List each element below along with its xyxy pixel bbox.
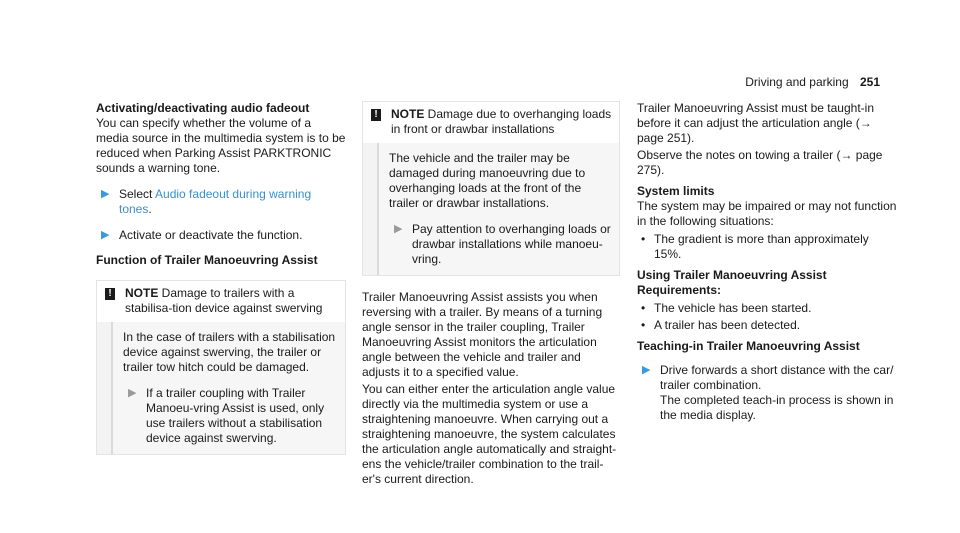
arrow-right-icon: ▶ bbox=[101, 188, 110, 200]
step-text: Activate or deactivate the function. bbox=[119, 228, 303, 242]
paragraph: Observe the notes on towing a trailer (→ page 275). bbox=[637, 148, 883, 177]
paragraph: You can either enter the articulation angle value directly via the multimedia system or use a straightening manoeuvre. When carrying out a straightening manoeuvre, the system calculates the articulation angle automatically and straight-ens the vehicle/trailer combination to the trail-er's current direction. bbox=[362, 382, 617, 486]
bullet-dot: • bbox=[641, 232, 646, 246]
paragraph: Trailer Manoeuvring Assist must be taught-in before it can adjust the articulation angle (→ page 251). bbox=[637, 101, 874, 145]
instruction-step bbox=[96, 187, 346, 217]
note-title-text: Damage to trailers with a stabilisa-tion device against swerving bbox=[125, 286, 323, 315]
paragraph: The system may be impaired or may not function in the following situations: bbox=[637, 199, 897, 228]
note-heading bbox=[391, 107, 613, 137]
note-box bbox=[96, 280, 346, 455]
warning-icon: ! bbox=[371, 109, 381, 121]
paragraph: You can specify whether the volume of a media source in the multimedia system is to be reduced when Parking Assist PARKTRONIC sounds a warning tone. bbox=[96, 116, 346, 175]
list-item bbox=[637, 232, 899, 262]
note-body bbox=[111, 322, 345, 454]
menu-link[interactable]: Audio fadeout during warning tones bbox=[119, 187, 312, 216]
bullet-dot: • bbox=[641, 318, 646, 332]
step-result: The completed teach-in process is shown in the media display. bbox=[660, 393, 894, 422]
step-text: If a trailer coupling with Trailer Manoeu-vring Assist is used, only use trailers without a stabilisation device against swerving. bbox=[146, 386, 325, 445]
instruction-step bbox=[123, 386, 337, 446]
list-item-text: The vehicle has been started. bbox=[654, 301, 812, 315]
note-box bbox=[362, 101, 620, 276]
heading-teaching-in: Teaching-in Trailer Manoeuvring Assist bbox=[637, 339, 860, 353]
page-header bbox=[745, 75, 880, 90]
column-2 bbox=[362, 101, 620, 487]
note-header bbox=[363, 102, 619, 143]
note-text: In the case of trailers with a stabilisation device against swerving, the trailer or trailer tow hitch could be damaged. bbox=[123, 330, 336, 374]
page-number: 251 bbox=[859, 75, 880, 89]
note-text: The vehicle and the trailer may be damaged during manoeuvring due to overhanging loads at the front of the trailer or drawbar installations. bbox=[389, 151, 586, 210]
bullet-list bbox=[637, 232, 899, 262]
note-heading bbox=[125, 286, 339, 316]
list-item bbox=[637, 301, 899, 316]
column-3 bbox=[637, 101, 899, 423]
instruction-step bbox=[637, 363, 899, 423]
heading-function: Function of Trailer Manoeuvring Assist bbox=[96, 253, 318, 267]
step-text: Pay attention to overhanging loads or drawbar installations while manoeu-vring. bbox=[412, 222, 611, 266]
note-title: NOTE bbox=[125, 286, 159, 300]
arrow-right-icon: ▶ bbox=[101, 229, 110, 241]
heading-audio-fadeout: Activating/deactivating audio fadeout bbox=[96, 101, 310, 115]
bullet-list bbox=[637, 301, 899, 333]
bullet-dot: • bbox=[641, 301, 646, 315]
section-title: Driving and parking bbox=[745, 75, 849, 89]
list-item bbox=[637, 318, 899, 333]
heading-requirements: Requirements: bbox=[637, 283, 722, 297]
paragraph: Trailer Manoeuvring Assist assists you when reversing with a trailer. By means of a turning angle sensor in the trailer coupling, Trailer Manoeuvring Assist monitors the articulation angle between the vehicle and trailer and adjusts it to a specified value. bbox=[362, 290, 603, 379]
note-title-text: Damage due to overhanging loads in front or drawbar installations bbox=[391, 107, 612, 136]
note-body bbox=[377, 143, 619, 275]
list-item-text: A trailer has been detected. bbox=[654, 318, 801, 332]
heading-system-limits: System limits bbox=[637, 184, 715, 198]
list-item-text: The gradient is more than approximately 15%. bbox=[654, 232, 869, 261]
step-text-prefix: Select bbox=[119, 187, 156, 201]
arrow-right-icon: ▶ bbox=[128, 387, 137, 399]
note-title: NOTE bbox=[391, 107, 425, 121]
warning-icon: ! bbox=[105, 288, 115, 300]
step-text bbox=[119, 187, 346, 217]
arrow-right-icon: ▶ bbox=[642, 364, 651, 376]
instruction-step bbox=[389, 222, 611, 267]
step-text: Drive forwards a short distance with the car/ trailer combination. bbox=[660, 363, 894, 392]
instruction-step bbox=[96, 228, 346, 243]
step-content bbox=[660, 363, 899, 423]
note-header bbox=[97, 281, 345, 322]
arrow-right-icon: ▶ bbox=[394, 223, 403, 235]
column-1 bbox=[96, 101, 346, 455]
step-text-suffix: . bbox=[148, 202, 152, 216]
heading-using: Using Trailer Manoeuvring Assist bbox=[637, 268, 827, 282]
